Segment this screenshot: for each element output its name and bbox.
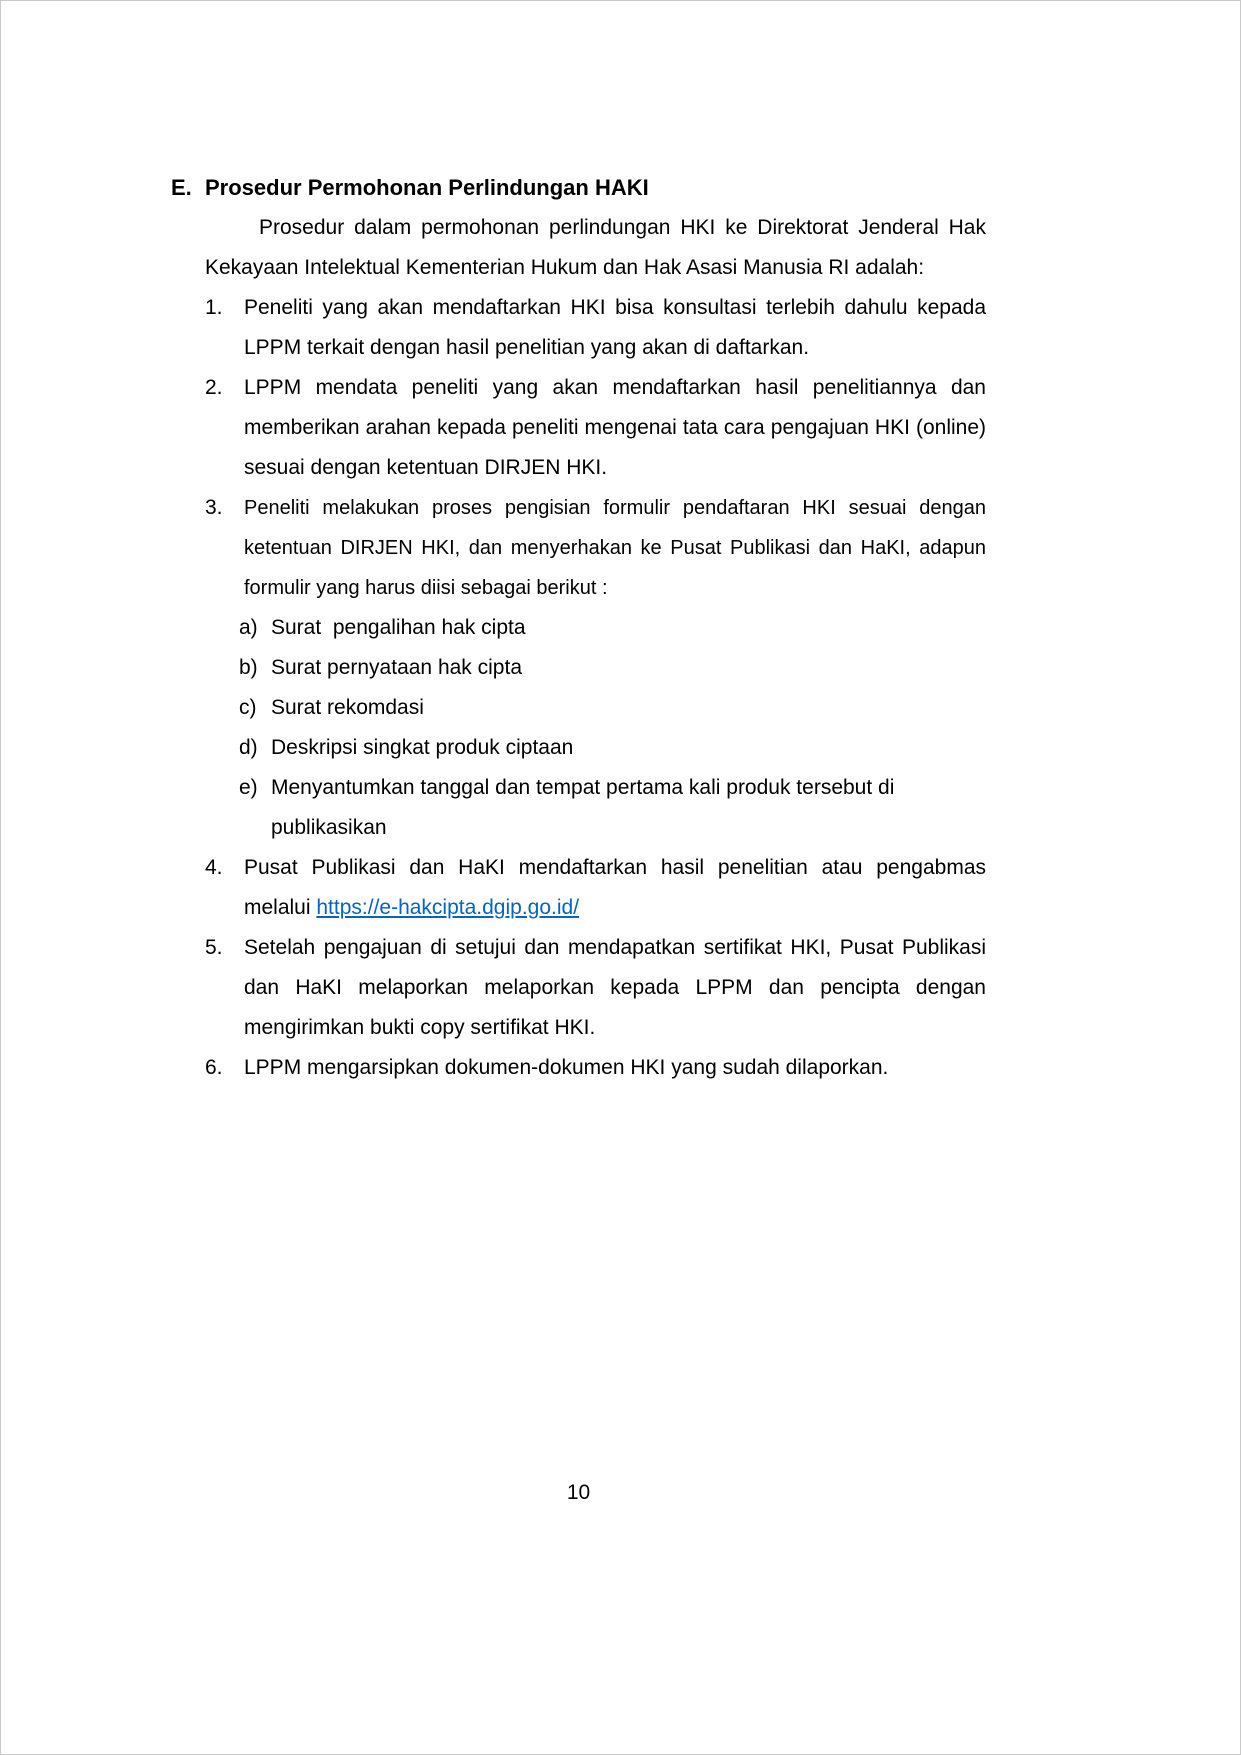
sub-item-d bbox=[239, 728, 986, 768]
sub-item-b-letter: b) bbox=[239, 656, 258, 679]
list-item-1-number: 1. bbox=[205, 296, 223, 319]
list-item-1-text: Peneliti yang akan mendaftarkan HKI bisa konsultasi terlebih dahulu kepada LPPM terkait dengan hasil penelitian yang akan di daftarkan. bbox=[244, 296, 986, 359]
sub-list bbox=[239, 608, 986, 848]
page-number: 10 bbox=[566, 1481, 591, 1504]
intro-paragraph: Prosedur dalam permohonan perlindungan HKI ke Direktorat Jenderal Hak Kekayaan Intelektual Kementerian Hukum dan Hak Asasi Manusia RI adalah: bbox=[205, 216, 986, 279]
list-item-4-number: 4. bbox=[205, 856, 223, 879]
sub-item-b-text: Surat pernyataan hak cipta bbox=[271, 656, 522, 679]
list-item-2-text: LPPM mendata peneliti yang akan mendaftarkan hasil penelitiannya dan memberikan arahan kepada peneliti mengenai tata cara pengajuan HKI (online) sesuai dengan ketentuan DIRJEN HKI. bbox=[244, 376, 986, 479]
section-letter: E. bbox=[171, 175, 192, 200]
sub-item-e-letter: e) bbox=[239, 776, 258, 799]
sub-item-e-text: Menyantumkan tanggal dan tempat pertama kali produk tersebut di publikasikan bbox=[271, 776, 901, 839]
sub-item-c bbox=[239, 688, 986, 728]
section-body bbox=[205, 208, 986, 1088]
section-heading bbox=[171, 168, 986, 208]
list-item-3-text: Peneliti melakukan proses pengisian formulir pendaftaran HKI sesuai dengan ketentuan DIRJEN HKI, dan menyerhakan ke Pusat Publikasi dan HaKI, adapun formulir yang harus diisi sebagai berikut : bbox=[244, 497, 986, 599]
list-item-6 bbox=[205, 1048, 986, 1088]
list-item-6-text: LPPM mengarsipkan dokumen-dokumen HKI yang sudah dilaporkan. bbox=[244, 1056, 889, 1079]
sub-item-e bbox=[239, 768, 986, 848]
list-item-5-text: Setelah pengajuan di setujui dan mendapatkan sertifikat HKI, Pusat Publikasi dan HaKI melaporkan melaporkan kepada LPPM dan pencipta dengan mengirimkan bukti copy sertifikat HKI. bbox=[244, 936, 986, 1039]
hakcipta-link[interactable]: https://e-hakcipta.dgip.go.id/ bbox=[316, 896, 580, 919]
sub-item-a-letter: a) bbox=[239, 616, 258, 639]
sub-item-a-text: Surat pengalihan hak cipta bbox=[271, 616, 526, 639]
list-item-4-text bbox=[244, 848, 986, 928]
section-title: Prosedur Permohonan Perlindungan HAKI bbox=[205, 175, 649, 200]
list-item-2 bbox=[205, 368, 986, 488]
list-item-3 bbox=[205, 488, 986, 848]
sub-item-c-text: Surat rekomdasi bbox=[271, 696, 424, 719]
sub-item-b bbox=[239, 648, 986, 688]
list-item-3-number: 3. bbox=[205, 496, 223, 519]
list-item-1 bbox=[205, 288, 986, 368]
list-item-5-number: 5. bbox=[205, 936, 223, 959]
document-content bbox=[171, 168, 986, 1088]
sub-item-d-text: Deskripsi singkat produk ciptaan bbox=[271, 736, 574, 759]
list-item-5 bbox=[205, 928, 986, 1048]
list-item-2-number: 2. bbox=[205, 376, 223, 399]
sub-item-d-letter: d) bbox=[239, 736, 258, 759]
page-footer bbox=[171, 1473, 986, 1513]
list-item-6-number: 6. bbox=[205, 1056, 223, 1079]
sub-item-a bbox=[239, 608, 986, 648]
sub-item-c-letter: c) bbox=[239, 696, 257, 719]
list-item-4-prefix: Pusat Publikasi dan HaKI mendaftarkan hasil penelitian atau pengabmas melalui bbox=[244, 856, 986, 919]
list-item-4 bbox=[205, 848, 986, 928]
